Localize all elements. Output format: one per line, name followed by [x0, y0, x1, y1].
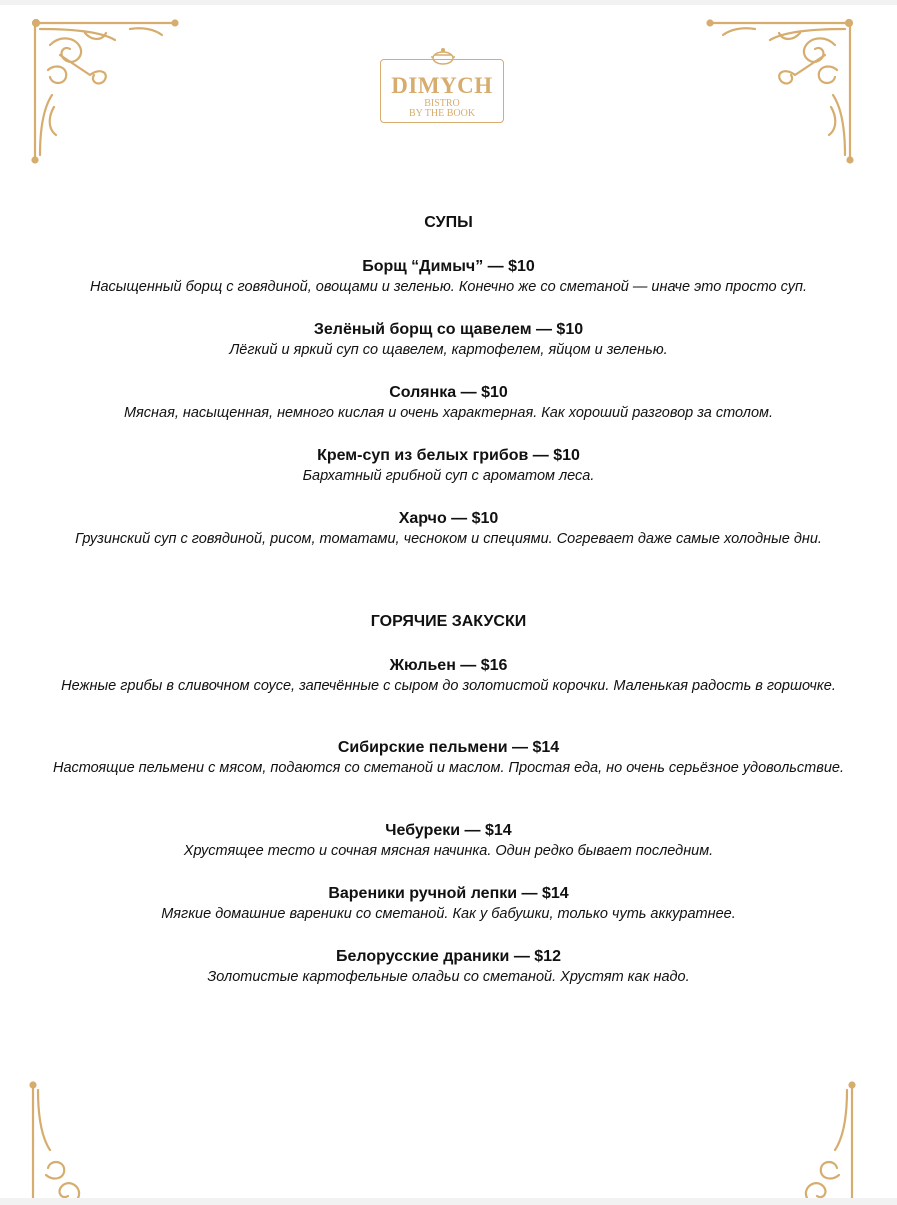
corner-ornament-bottom-left — [28, 1080, 178, 1198]
menu-item — [30, 320, 867, 360]
menu-item — [30, 383, 867, 423]
menu-item-description: Золотистые картофельные оладьи со сметаной. Хрустят как надо. — [207, 969, 690, 985]
section-title-soups: СУПЫ — [424, 214, 473, 231]
section-title-hot-appetizers: ГОРЯЧИЕ ЗАКУСКИ — [370, 613, 527, 630]
logo-line-by-the-book: BY THE BOOK — [408, 108, 476, 119]
menu-item-title: Зелёный борщ со щавелем — $10 — [313, 321, 584, 338]
menu-item-title: Крем-суп из белых грибов — $10 — [317, 447, 580, 464]
corner-ornament-top-left — [30, 15, 180, 165]
menu-item-description: Хрустящее тесто и сочная мясная начинка. Один редко бывает последним. — [183, 843, 714, 859]
menu-item-description: Лёгкий и яркий суп со щавелем, картофелем, яйцом и зеленью. — [229, 342, 668, 358]
menu-item — [30, 947, 867, 987]
menu-item-title: Чебуреки — $14 — [385, 822, 512, 839]
menu-item-description: Насыщенный борщ с говядиной, овощами и зеленью. Конечно же со сметаной — иначе это просто суп. — [90, 279, 807, 295]
menu-item — [30, 509, 867, 549]
menu-item — [30, 738, 867, 778]
menu-item-title: Борщ “Димыч” — $10 — [362, 258, 535, 275]
menu-item-description: Бархатный грибной суп с ароматом леса. — [302, 468, 595, 484]
menu-item — [30, 446, 867, 486]
menu-item-description: Мясная, насыщенная, немного кислая и очень характерная. Как хороший разговор за столом. — [123, 405, 774, 421]
menu-item-title: Вареники ручной лепки — $14 — [328, 885, 569, 902]
menu-item — [30, 821, 867, 861]
menu-item-description: Нежные грибы в сливочном соусе, запечённые с сыром до золотистой корочки. Маленькая радость в горшочке. — [61, 678, 836, 694]
menu-item-title: Сибирские пельмени — $14 — [337, 739, 560, 756]
menu-item-title: Жюльен — $16 — [389, 657, 508, 674]
pot-icon — [430, 45, 456, 65]
logo-name: DIMYCH — [391, 73, 493, 98]
menu-item-description: Грузинский суп с говядиной, рисом, томатами, чесноком и специями. Согревает даже самые холодные дни. — [75, 531, 822, 547]
menu-item-description: Настоящие пельмени с мясом, подаются со сметаной и маслом. Простая еда, но очень серьёзное удовольствие. — [52, 760, 844, 776]
menu-item — [30, 257, 867, 297]
menu-item-title: Харчо — $10 — [398, 510, 499, 527]
menu-item-title: Солянка — $10 — [389, 384, 508, 401]
menu-item — [30, 884, 867, 924]
logo-line-bistro: BISTRO — [424, 98, 460, 109]
corner-ornament-top-right — [705, 15, 855, 165]
corner-ornament-bottom-right — [707, 1080, 857, 1198]
menu-item — [30, 656, 867, 696]
menu-item-description: Мягкие домашние вареники со сметаной. Как у бабушки, только чуть аккуратнее. — [161, 906, 736, 922]
bistro-logo — [380, 45, 506, 125]
menu-page — [0, 5, 897, 1198]
menu-item-title: Белорусские драники — $12 — [336, 948, 561, 965]
